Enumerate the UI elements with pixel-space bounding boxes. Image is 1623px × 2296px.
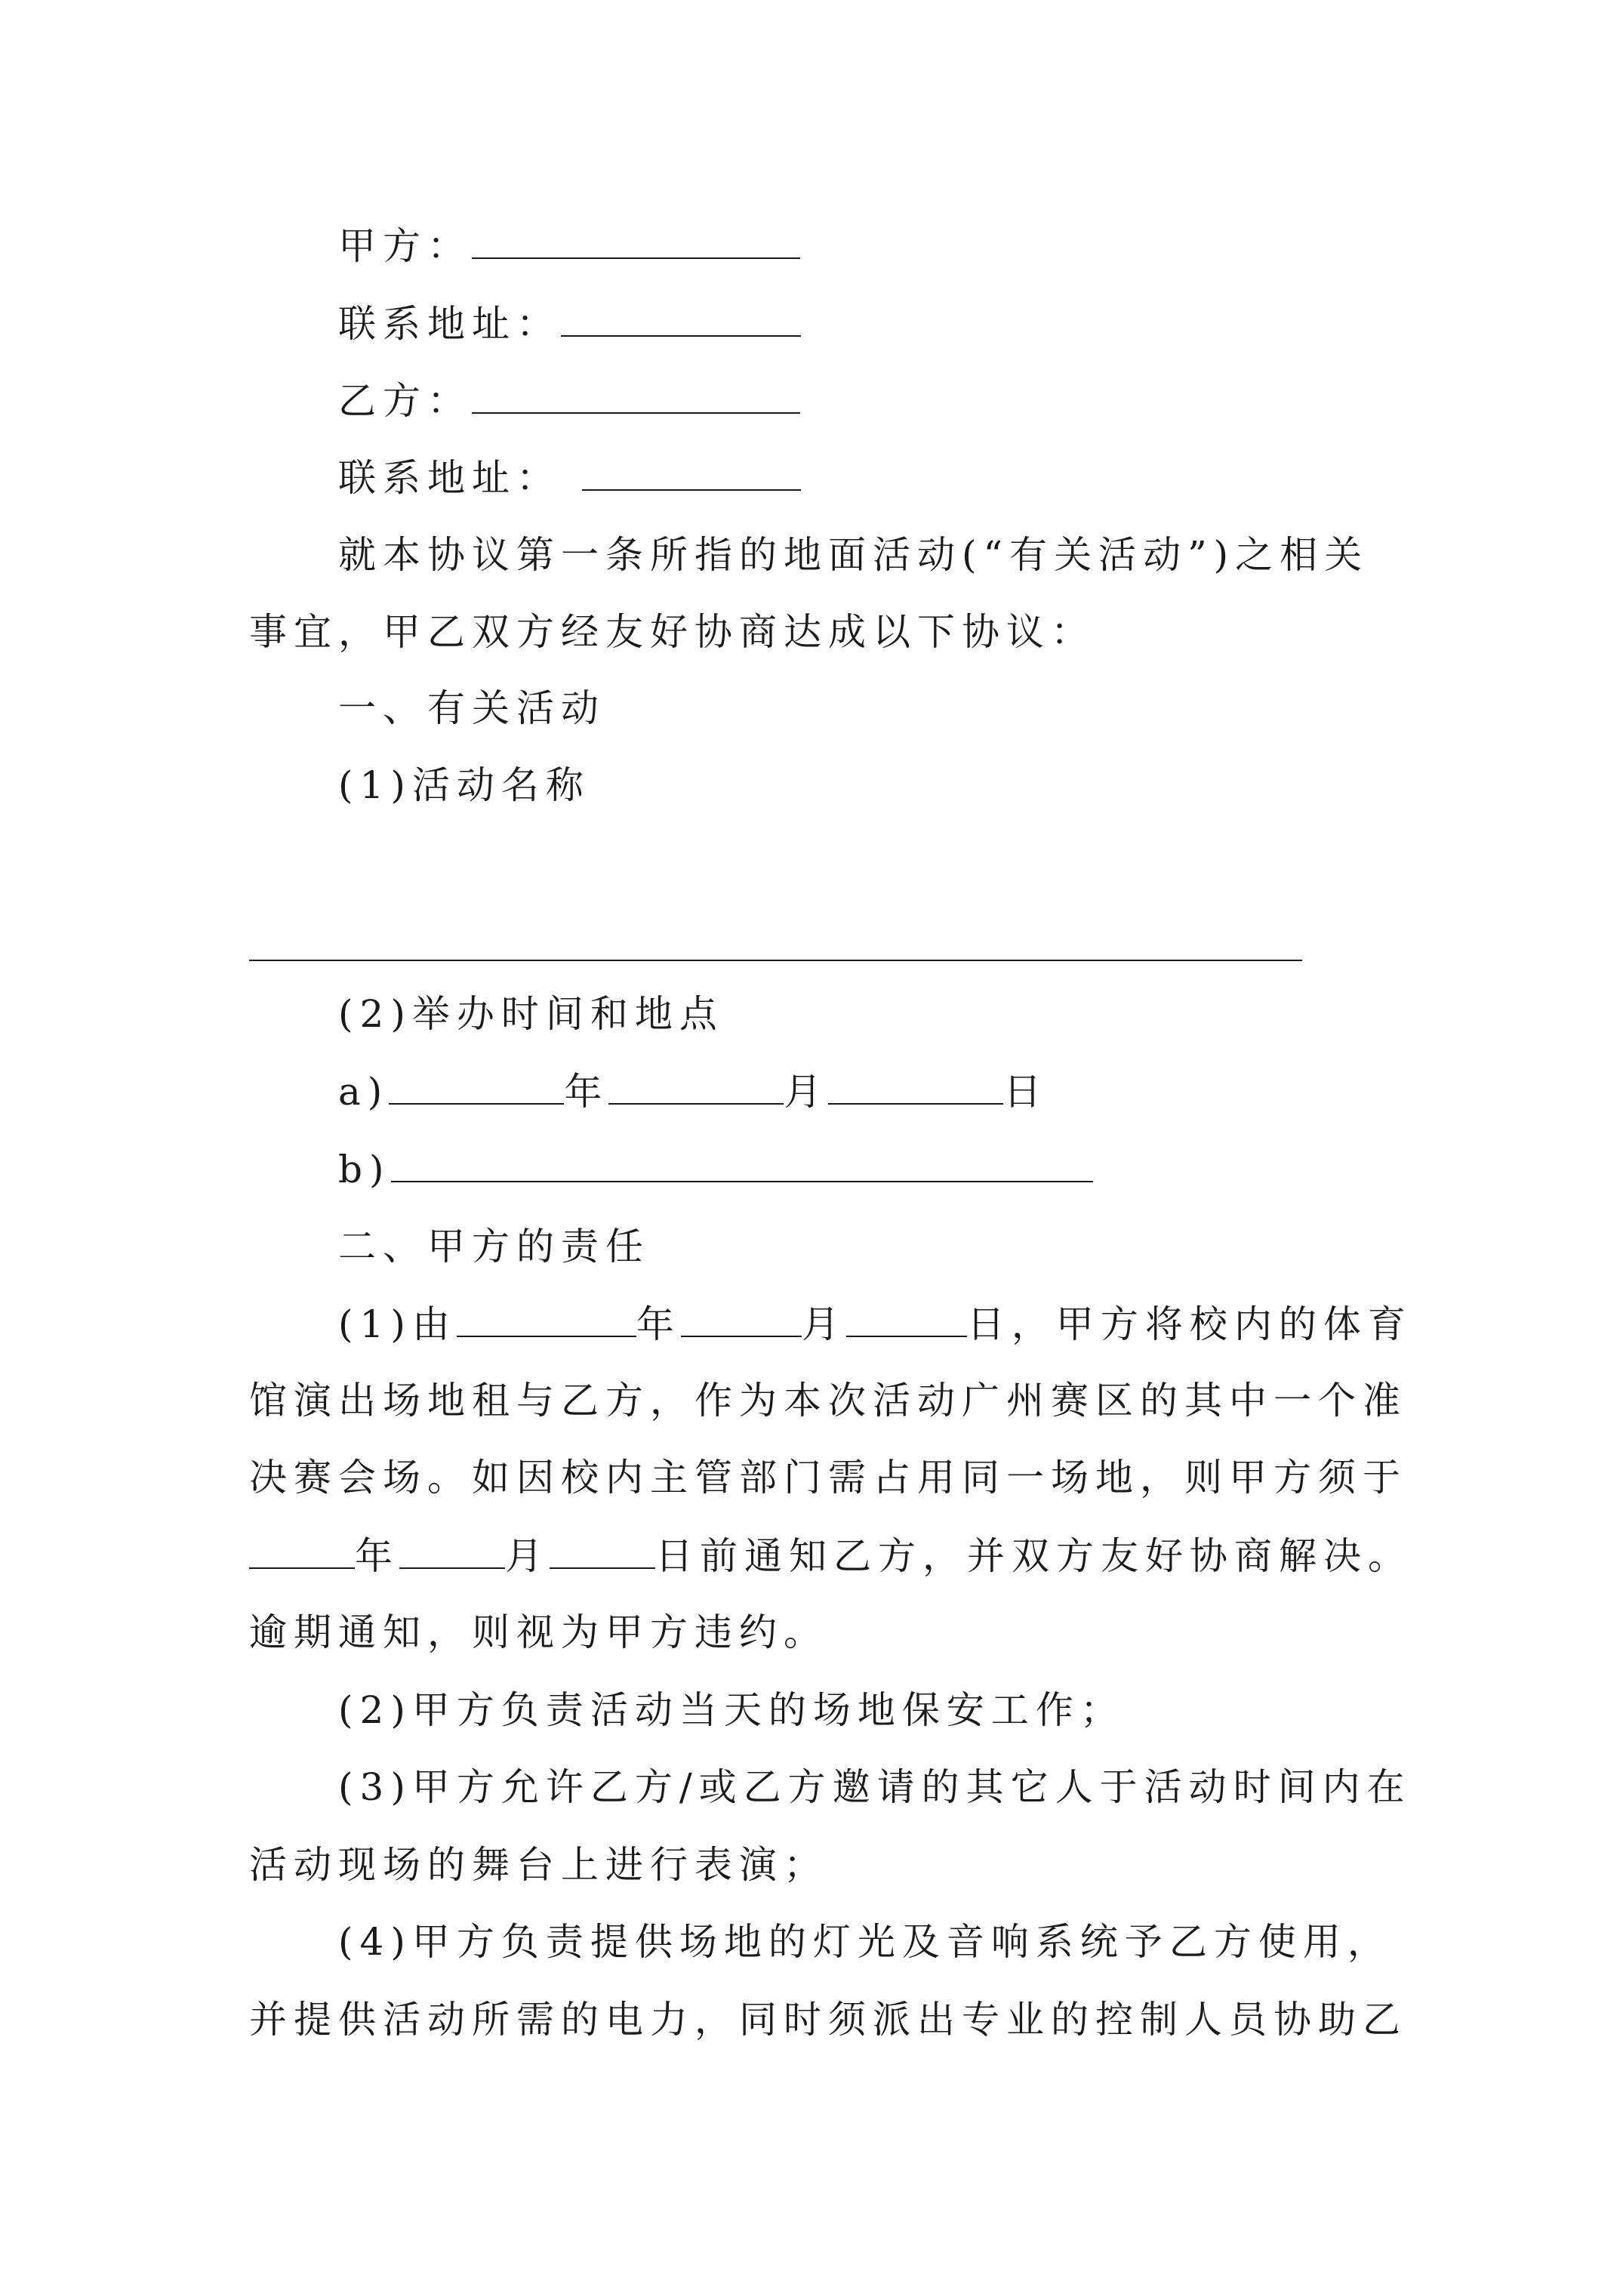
time-place-label: (2)举办时间和地点 <box>338 992 724 1036</box>
lease-month-label: 月 <box>801 1302 846 1346</box>
party-a-label: 甲方： <box>338 224 472 268</box>
year-label: 年 <box>564 1070 609 1114</box>
responsibility-2: (2)甲方负责活动当天的场地保安工作； <box>338 1688 1125 1732</box>
responsibility-4-line-2: 并提供活动所需的电力，同时须派出专业的控制人员协助乙 <box>249 1998 1407 2042</box>
section-1-heading: 一、有关活动 <box>338 686 605 730</box>
date-prefix: a) <box>338 1070 390 1114</box>
responsibility-1-line-4 <box>249 1533 1412 1579</box>
notice-day-blank[interactable] <box>550 1533 655 1569</box>
preamble-line-2: 事宜，甲乙双方经友好协商达成以下协议： <box>249 610 1095 654</box>
notice-rest: 日前通知乙方，并双方友好协商解决。 <box>655 1534 1412 1578</box>
party-a-blank[interactable] <box>472 223 800 259</box>
date-line <box>338 1068 1048 1114</box>
party-a-line <box>338 223 800 269</box>
party-b-line <box>338 378 800 424</box>
activity-name-blank[interactable] <box>249 960 1302 961</box>
location-prefix: b) <box>338 1148 391 1191</box>
responsibility-1-line-1 <box>338 1301 1412 1347</box>
section-2-heading: 二、甲方的责任 <box>338 1225 650 1268</box>
party-b-address-line <box>338 455 801 501</box>
party-b-address-label: 联系地址： <box>338 456 561 500</box>
party-a-address-label: 联系地址： <box>338 302 561 346</box>
date-year-blank[interactable] <box>389 1068 564 1105</box>
day-label: 日 <box>1003 1070 1049 1114</box>
party-b-blank[interactable] <box>472 378 800 414</box>
responsibility-1-line-5: 逾期通知，则视为甲方违约。 <box>249 1610 828 1654</box>
party-b-address-blank[interactable] <box>582 455 801 491</box>
responsibility-3-line-1: (3)甲方允许乙方/或乙方邀请的其它人于活动时间内在 <box>338 1765 1412 1809</box>
lease-month-blank[interactable] <box>681 1301 802 1337</box>
notice-month-blank[interactable] <box>399 1533 505 1569</box>
location-blank[interactable] <box>391 1146 1093 1182</box>
location-line <box>338 1146 1093 1192</box>
activity-name-label: (1)活动名称 <box>338 763 590 807</box>
party-a-address-line <box>338 300 801 347</box>
party-b-label: 乙方： <box>338 379 472 423</box>
preamble-line-1: 就本协议第一条所指的地面活动(“有关活动”)之相关 <box>338 533 1369 577</box>
responsibility-1-line-3: 决赛会场。如因校内主管部门需占用同一场地，则甲方须于 <box>249 1456 1407 1499</box>
date-day-blank[interactable] <box>828 1068 1003 1105</box>
month-label: 月 <box>784 1070 829 1114</box>
responsibility-3-line-2: 活动现场的舞台上进行表演； <box>249 1843 828 1887</box>
notice-year-blank[interactable] <box>249 1533 355 1569</box>
notice-month-label: 月 <box>505 1534 550 1578</box>
lease-year-blank[interactable] <box>457 1301 636 1337</box>
party-a-address-blank[interactable] <box>561 300 801 337</box>
lease-day-rest: 日，甲方将校内的体育 <box>966 1302 1412 1346</box>
lease-day-blank[interactable] <box>846 1301 967 1337</box>
lease-year-label: 年 <box>636 1302 681 1346</box>
responsibility-4-line-1: (4)甲方负责提供场地的灯光及音响系统予乙方使用， <box>338 1920 1392 1964</box>
responsibility-1-prefix: (1)由 <box>338 1302 457 1346</box>
responsibility-1-line-2: 馆演出场地租与乙方，作为本次活动广州赛区的其中一个准 <box>249 1379 1407 1422</box>
notice-year-label: 年 <box>355 1534 399 1578</box>
date-month-blank[interactable] <box>608 1068 784 1105</box>
